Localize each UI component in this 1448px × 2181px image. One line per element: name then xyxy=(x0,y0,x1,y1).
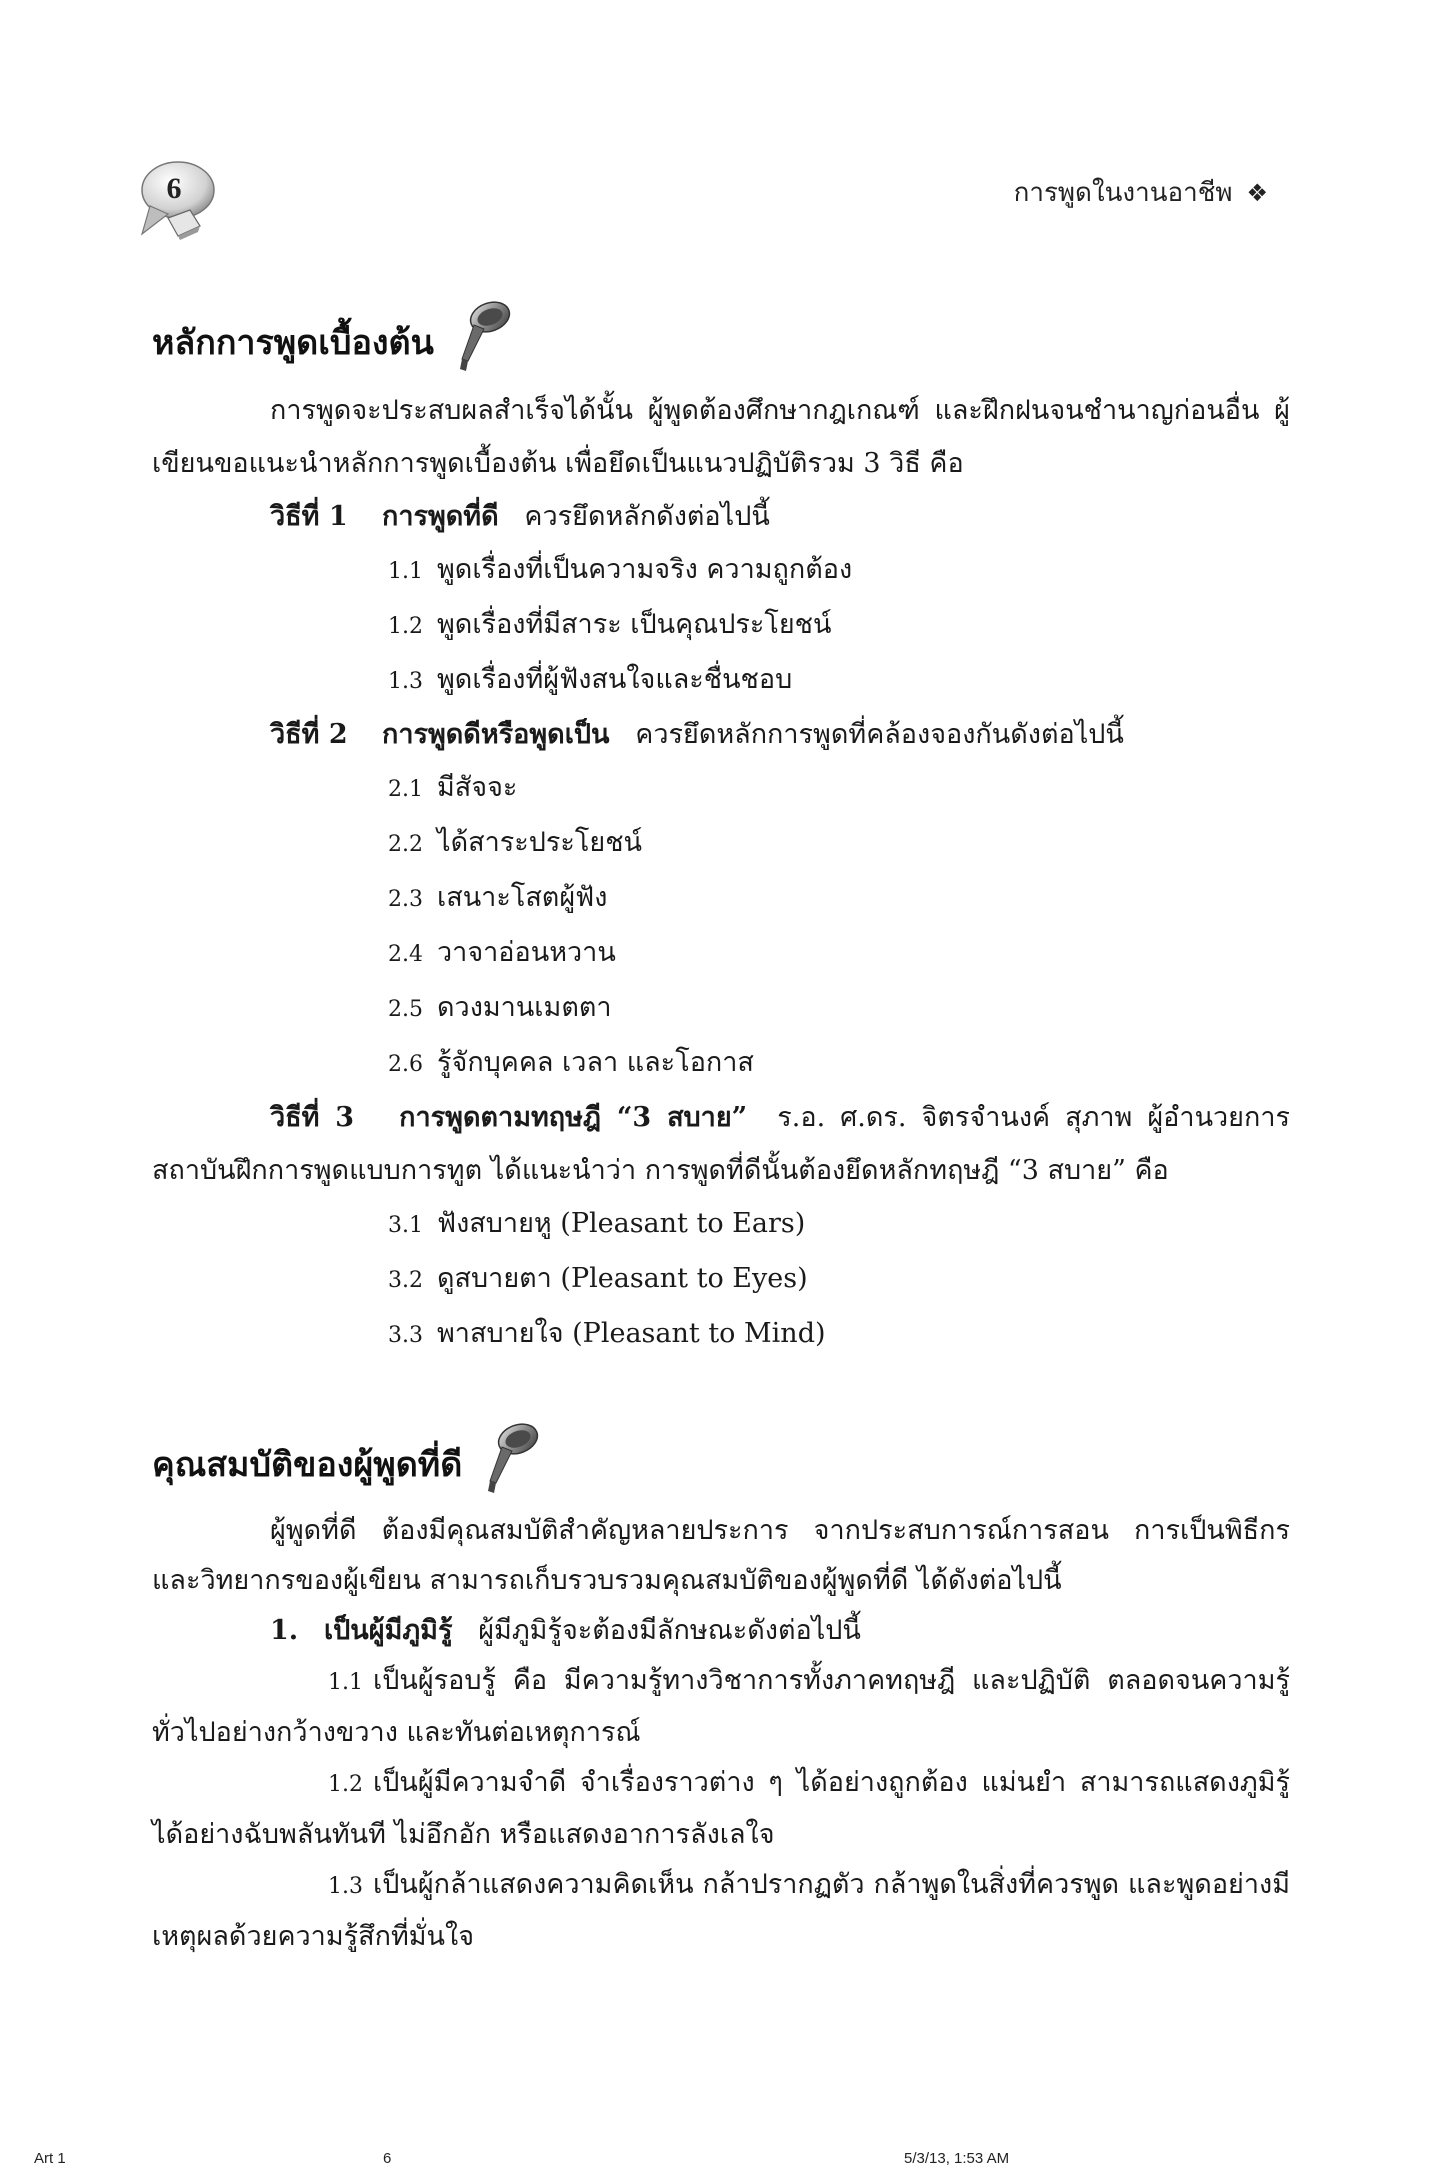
list-item: 3.2 ดูสบายตา (Pleasant to Eyes) xyxy=(388,1263,808,1294)
list-item: 3.3 พาสบายใจ (Pleasant to Mind) xyxy=(388,1318,826,1349)
quality-1-title: เป็นผู้มีภูมิรู้ xyxy=(323,1615,453,1646)
section-heading-text: คุณสมบัติของผู้พูดที่ดี xyxy=(152,1445,463,1485)
list-item: 2.4 วาจาอ่อนหวาน xyxy=(388,937,616,968)
list-item: 1.3 เป็นผู้กล้าแสดงความคิดเห็น กล้าปรากฏตัว กล้าพูดในสิ่งที่ควรพูด และพูดอย่างมีเหตุผลด้วยความรู้สึกที่มั่นใจ xyxy=(152,1869,1290,1952)
method-2 xyxy=(152,708,1290,761)
footer-center: 6 xyxy=(383,2150,392,2167)
method-1-title: การพูดที่ดี xyxy=(381,501,499,532)
section-heading-text: หลักการพูดเบื้องต้น xyxy=(152,323,434,363)
section-heading-basic-speaking xyxy=(152,300,1290,384)
list-item: 1.1 พูดเรื่องที่เป็นความจริง ความถูกต้อง xyxy=(388,554,853,585)
list-item: 3.1 ฟังสบายหู (Pleasant to Ears) xyxy=(388,1208,806,1239)
method-2-rest: ควรยึดหลักการพูดที่คล้องจองกันดังต่อไปนี้ xyxy=(635,719,1124,750)
list-item: 2.6 รู้จักบุคคล เวลา และโอกาส xyxy=(388,1047,754,1078)
list-item: 1.1 เป็นผู้รอบรู้ คือ มีความรู้ทางวิชาการทั้งภาคทฤษฎี และปฏิบัติ ตลอดจนความรู้ทั่วไปอย่างกว้างขวาง และทันต่อเหตุการณ์ xyxy=(152,1665,1290,1748)
megaphone-icon xyxy=(480,1417,542,1497)
list-item: 1.3 พูดเรื่องที่ผู้ฟังสนใจและชื่นชอบ xyxy=(388,664,793,695)
page-content xyxy=(152,300,1290,1962)
footer-left: Art 1 xyxy=(34,2150,66,2167)
quality-1-num: 1. xyxy=(270,1615,299,1646)
megaphone-icon xyxy=(452,295,514,375)
section2-intro: ผู้พูดที่ดี ต้องมีคุณสมบัติสำคัญหลายประการ จากประสบการณ์การสอน การเป็นพิธีกร และวิทยากรของผู้เขียน สามารถเก็บรวบรวมคุณสมบัติของผู้พูดที่ดี ได้ดังต่อไปนี้ xyxy=(152,1515,1290,1596)
ornament-icon: ❖ xyxy=(1246,179,1268,207)
list-item: 2.5 ดวงมานเมตตา xyxy=(388,992,612,1023)
method-3 xyxy=(152,1091,1290,1197)
list-item: 2.3 เสนาะโสตผู้ฟัง xyxy=(388,882,608,913)
method-2-title: การพูดดีหรือพูดเป็น xyxy=(381,719,610,750)
list-item: 1.2 เป็นผู้มีความจำดี จำเรื่องราวต่าง ๆ ได้อย่างถูกต้อง แม่นยำ สามารถแสดงภูมิรู้ได้อย่างฉับพลันทันที ไม่อึกอัก หรือแสดงอาการลังเลใจ xyxy=(152,1767,1290,1850)
method-1-label: วิธีที่ 1 xyxy=(270,501,348,532)
section1-intro: การพูดจะประสบผลสำเร็จได้นั้น ผู้พูดต้องศึกษากฎเกณฑ์ และฝึกฝนจนชำนาญก่อนอื่น ผู้เขียนขอแนะนำหลักการพูดเบื้องต้น เพื่อยึดเป็นแนวปฏิบัติรวม 3 วิธี คือ xyxy=(152,395,1290,479)
page-number: 6 xyxy=(166,172,182,205)
list-item: 2.1 มีสัจจะ xyxy=(388,772,518,803)
footer-right: 5/3/13, 1:53 AM xyxy=(904,2150,1010,2167)
quality-1-rest: ผู้มีภูมิรู้จะต้องมีลักษณะดังต่อไปนี้ xyxy=(478,1615,861,1646)
method-1 xyxy=(152,490,1290,543)
method-3-title: การพูดตามทฤษฎี “3 สบาย” xyxy=(399,1102,748,1133)
list-item: 1.2 พูดเรื่องที่มีสาระ เป็นคุณประโยชน์ xyxy=(388,609,832,640)
quality-1 xyxy=(152,1606,1290,1656)
method-3-rest: ร.อ. ศ.ดร. จิตรจำนงค์ สุภาพ ผู้อำนวยการสถาบันฝึกการพูดแบบการทูต ได้แนะนำว่า การพูดที่ดีนั้นต้องยึดหลักทฤษฎี “3 สบาย” คือ xyxy=(152,1102,1291,1186)
method-1-rest: ควรยึดหลักดังต่อไปนี้ xyxy=(524,501,770,532)
method-2-label: วิธีที่ 2 xyxy=(270,719,348,750)
section-heading-speaker-qualities xyxy=(152,1422,1290,1506)
running-header xyxy=(1014,172,1268,213)
list-item: 2.2 ได้สาระประโยชน์ xyxy=(388,827,643,858)
section-spacer xyxy=(152,1362,1290,1422)
method-3-label: วิธีที่ 3 xyxy=(270,1102,355,1133)
running-title: การพูดในงานอาชีพ xyxy=(1013,178,1233,208)
